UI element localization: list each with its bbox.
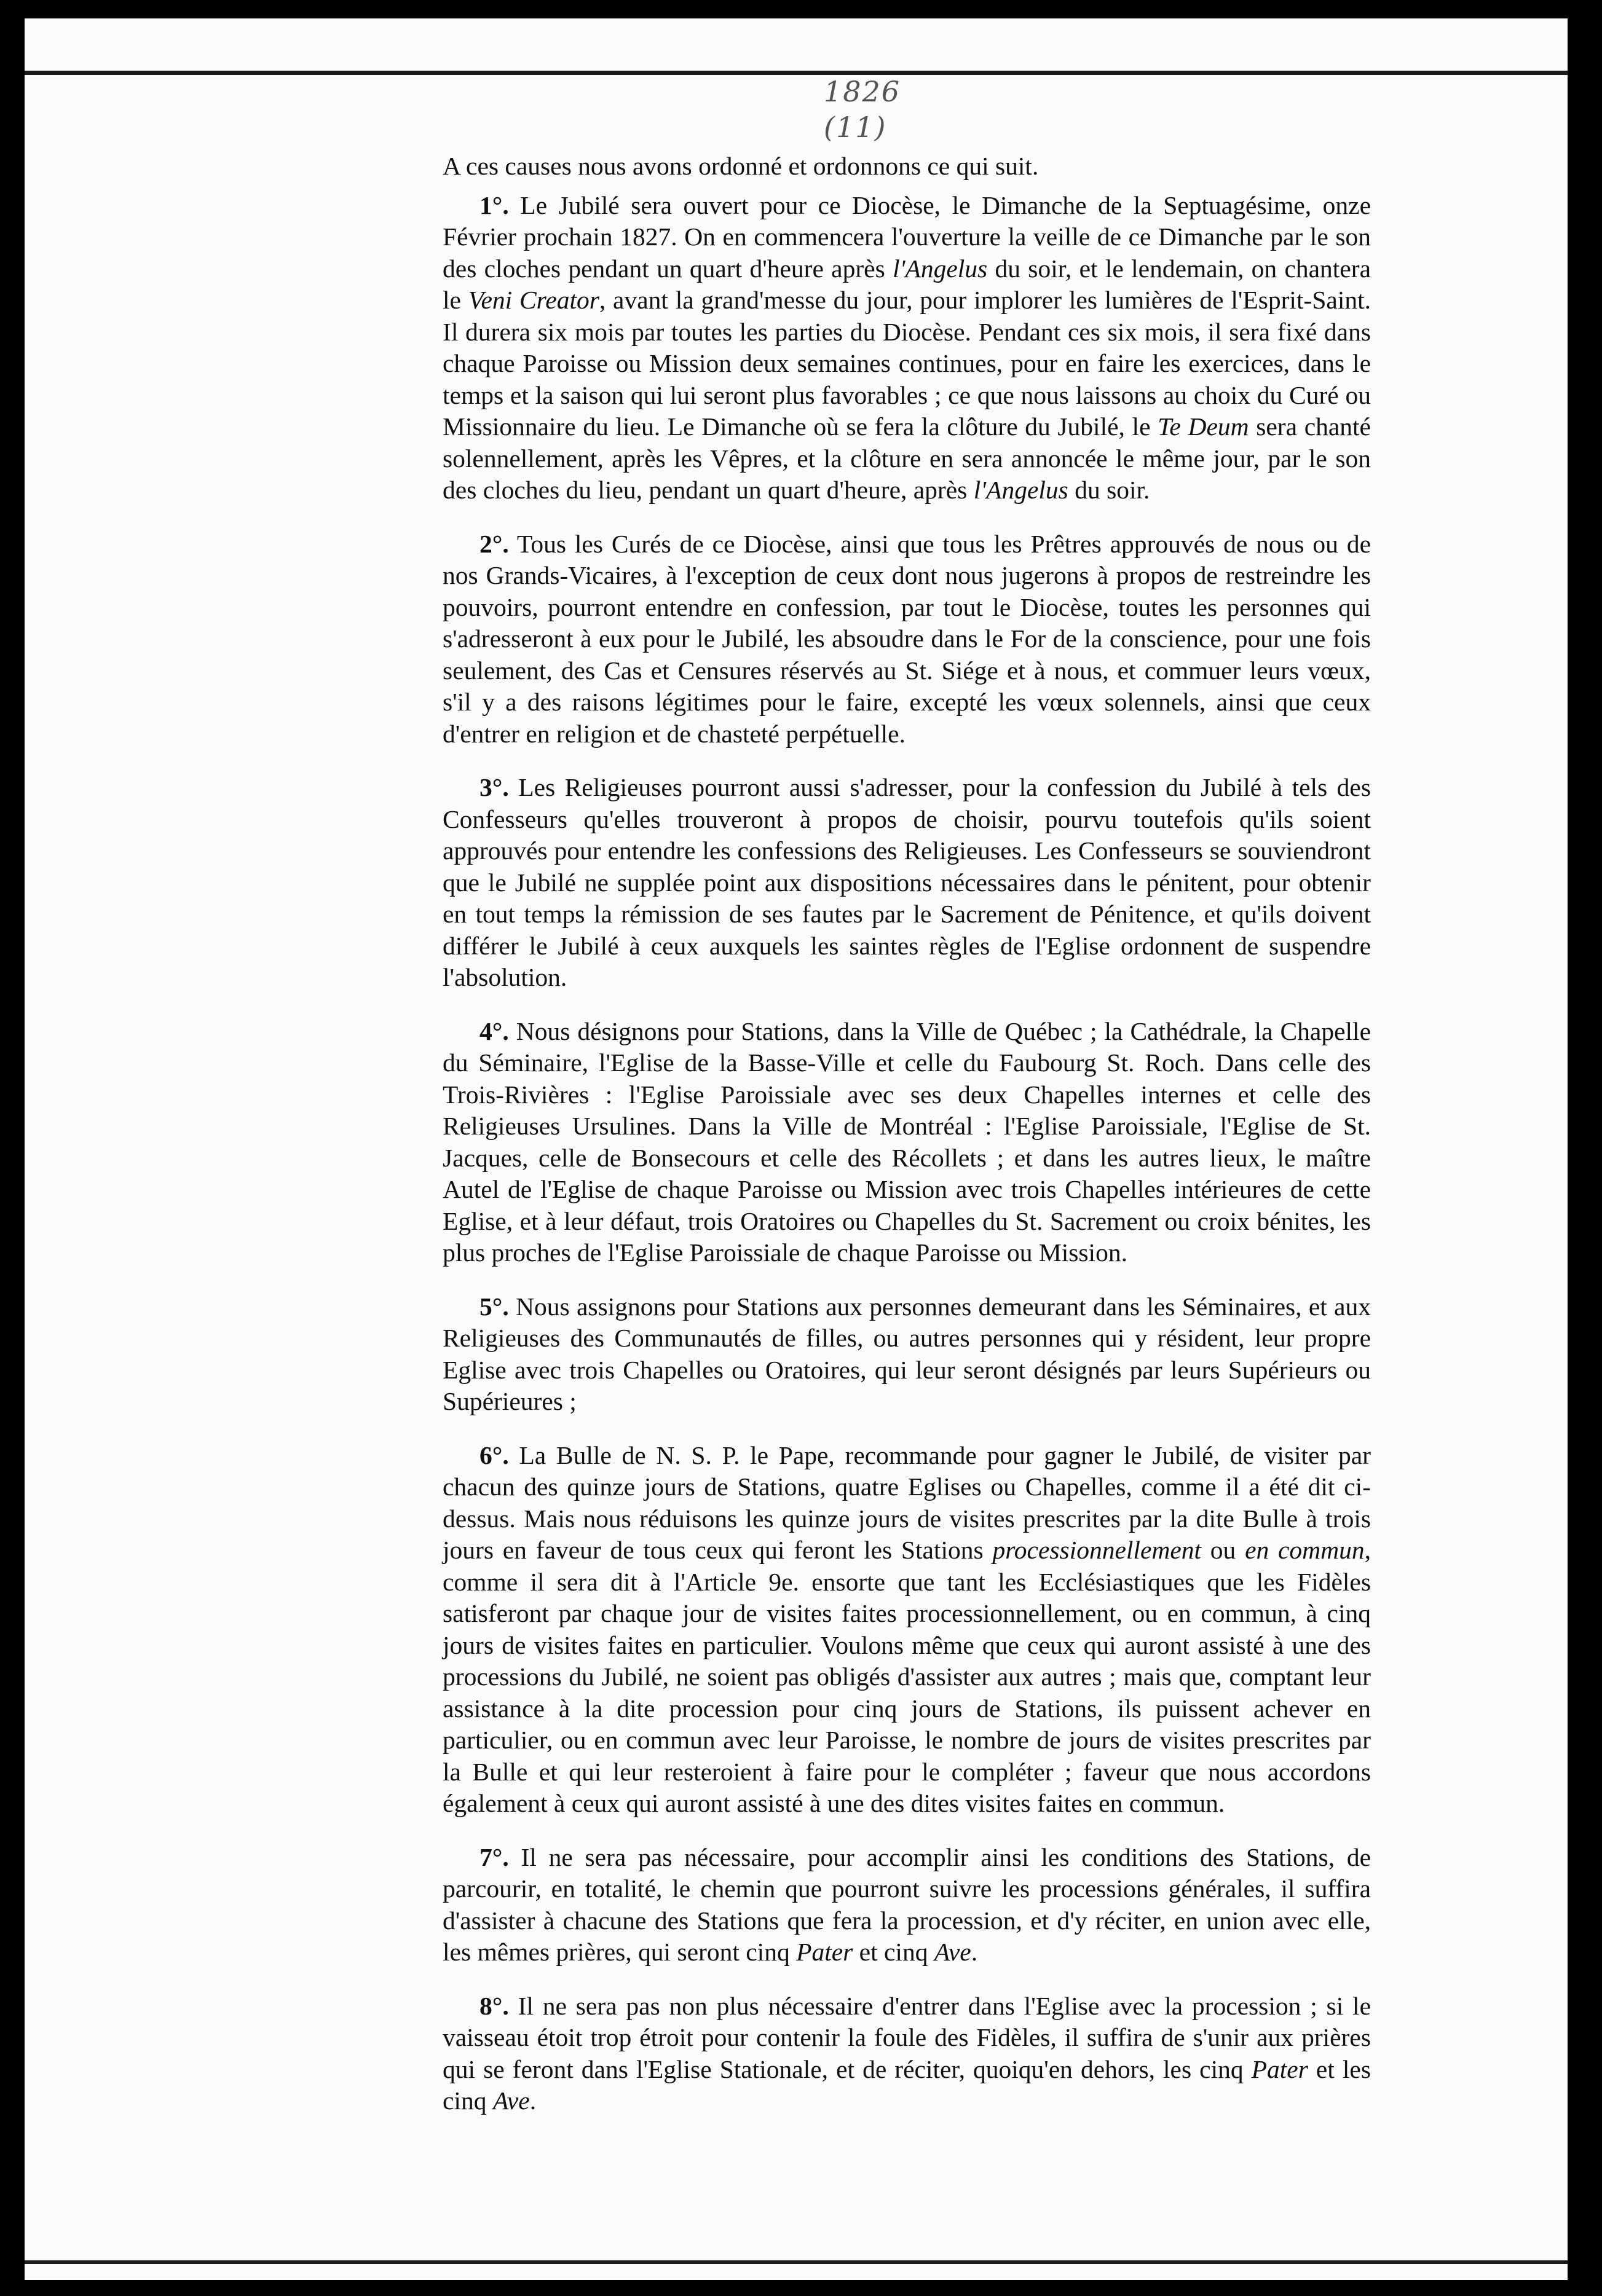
article-text: Le Jubilé sera ouvert pour ce Diocèse, le Dimanche de la Septuagésime, onze Février prochain 1827. On en commencera l'ouverture la veille de ce Dimanche par le son des cloches pendant un quart d'heure après [443, 191, 1371, 283]
article-4 [443, 1016, 1371, 1269]
italic-term: en commun [1245, 1536, 1365, 1564]
article-number: 4°. [479, 1016, 509, 1045]
article-text: ou [1201, 1536, 1245, 1564]
article-text: sera chanté solennellement, après les Vêpres, et la clôture en sera annoncée le même jour, par le son des cloches du lieu, pendant un quart d'heure, après [443, 412, 1371, 504]
article-number: 8°. [479, 1991, 509, 2020]
italic-term: l'Angelus [973, 476, 1068, 504]
article-7 [443, 1842, 1371, 1968]
article-text: Nous désignons pour Stations, dans la Ville de Québec ; la Cathédrale, la Chapelle du Séminaire, l'Eglise de la Basse-Ville et celle du Faubourg St. Roch. Dans celle des Trois-Rivières : l'Eglise Paroissiale avec ses deux Chapelles internes et celle des Religieuses Ursulines. Dans la Ville de Montréal : l'Eglise Paroissiale, l'Eglise de St. Jacques, celle de Bonsecours et celle des Récollets ; et dans les autres lieux, le maître Autel de l'Eglise de chaque Paroisse ou Mission avec trois Chapelles intérieures de cette Eglise, et à leur défaut, trois Oratoires ou Chapelles du St. Sacrement ou croix bénites, les plus proches de l'Eglise Paroissiale de chaque Paroisse ou Mission. [443, 1016, 1371, 1267]
article-text: du soir. [1068, 476, 1150, 504]
article-list [443, 190, 1371, 2117]
document-body [443, 151, 1371, 2139]
italic-term: l'Angelus [893, 254, 988, 283]
article-text: Nous assignons pour Stations aux personnes demeurant dans les Séminaires, et aux Religieuses des Communautés de filles, ou autres personnes qui y résident, leur propre Eglise avec trois Chapelles ou Oratoires, qui leur seront désignés par leurs Supérieurs ou Supérieures ; [443, 1292, 1371, 1415]
italic-term: processionnellement [992, 1536, 1202, 1564]
italic-term: Pater [796, 1938, 853, 1966]
article-5 [443, 1291, 1371, 1418]
article-text: . [971, 1938, 978, 1966]
article-text: et les cinq [443, 2054, 1371, 2115]
article-text: La Bulle de N. S. P. le Pape, recommande pour gagner le Jubilé, de visiter par chacun des quinze jours de Stations, quatre Eglises ou Chapelles, comme il a été dit ci-dessus. Mais nous réduisons les quinze jours de visites prescrites par la dite Bulle à trois jours en faveur de tous ceux qui feront les Stations [443, 1441, 1371, 1564]
article-8 [443, 1991, 1371, 2117]
scan-border-top [25, 71, 1568, 75]
article-text: Il ne sera pas nécessaire, pour accomplir ainsi les conditions des Stations, de parcourir, en totalité, le chemin que pourront suivre les processions générales, il suffira d'assister à chacune des Stations que fera la procession, et d'y réciter, en union avec elle, les mêmes prières, qui seront cinq [443, 1842, 1371, 1966]
article-number: 3°. [479, 773, 509, 801]
article-6 [443, 1440, 1371, 1820]
article-text: , avant la grand'messe du jour, pour implorer les lumières de l'Esprit-Saint. Il durera six mois par toutes les parties du Diocèse. Pendant ces six mois, il sera fixé dans chaque Paroisse ou Mission deux semaines continues, pour en faire les exercices, dans le temps et la saison qui lui seront plus favorables ; ce que nous laissons au choix du Curé ou Missionnaire du lieu. Le Dimanche où se fera la clôture du Jubilé, le [443, 286, 1371, 441]
scan-border-bottom [25, 2260, 1568, 2264]
article-text: Il ne sera pas non plus nécessaire d'entrer dans l'Eglise avec la procession ; si le vaisseau étoit trop étroit pour contenir la foule des Fidèles, il suffira de s'unir aux prières qui se feront dans l'Eglise Stationale, et de réciter, quoiqu'en dehors, les cinq [443, 1991, 1371, 2083]
article-text: . [529, 2086, 537, 2115]
article-text: Les Religieuses pourront aussi s'adresser, pour la confession du Jubilé à tels des Confesseurs qu'elles trouveront à propos de choisir, pourvu toutefois qu'ils soient approuvés pour entendre les confessions des Religieuses. Les Confesseurs se souviendront que le Jubilé ne supplée point aux dispositions nécessaires dans le pénitent, pour obtenir en tout temps la rémission de ses fautes par le Sacrement de Pénitence, et qu'ils doivent différer le Jubilé à ceux auxquels les saintes règles de l'Eglise ordonnent de suspendre l'absolution. [443, 773, 1371, 991]
italic-term: Pater [1251, 2054, 1308, 2083]
article-number: 5°. [479, 1292, 509, 1321]
article-text: du soir, et le lendemain, on chantera le [443, 254, 1371, 314]
article-3 [443, 772, 1371, 994]
italic-term: Ave [492, 2086, 530, 2115]
article-text: Tous les Curés de ce Diocèse, ainsi que tous les Prêtres approuvés de nous ou de nos Grands-Vicaires, à l'exception de ceux dont nous jugerons à propos de restreindre les pouvoirs, pourront entendre en confession, par tout le Diocèse, toutes les personnes qui s'adresseront à eux pour le Jubilé, les absoudre dans le For de la conscience, pour une fois seulement, des Cas et Censures réservés au St. Siége et à nous, et commuer leurs vœux, s'il y a des raisons légitimes pour le faire, excepté les vœux solennels, ainsi que ceux d'entrer en religion et de chasteté perpétuelle. [443, 529, 1371, 748]
article-number: 6°. [479, 1441, 509, 1469]
article-2 [443, 529, 1371, 750]
handwritten-annotation [824, 74, 901, 145]
article-number: 7°. [479, 1842, 509, 1871]
italic-term: Ave [934, 1938, 971, 1966]
article-text: , comme il sera dit à l'Article 9e. ensorte que tant les Ecclésiastiques que les Fidèles satisferont par chaque jour de visites faites processionnellement, ou en commun, à cinq jours de visites faites en particulier. Voulons même que ceux qui auront assisté à une des processions du Jubilé, ne soient pas obligés d'assister aux autres ; mais que, comptant leur assistance à la dite procession pour cinq jours de Stations, ils puissent achever en particulier, ou en commun avec leur Paroisse, le nombre de jours de visites prescrites par la Bulle et qui leur resteroient à faire pour le compléter ; faveur que nous accordons également à ceux qui auront assisté à une des dites visites faites en commun. [443, 1536, 1371, 1817]
article-1 [443, 190, 1371, 506]
intro-line: A ces causes nous avons ordonné et ordonnons ce qui suit. [443, 152, 1039, 180]
italic-term: Te Deum [1158, 412, 1249, 441]
handwritten-folio: (11) [824, 111, 887, 144]
article-text: et cinq [853, 1938, 934, 1966]
italic-term: Veni Creator [468, 286, 599, 314]
handwritten-year: 1826 [824, 75, 901, 108]
article-number: 1°. [479, 191, 509, 219]
article-number: 2°. [479, 529, 509, 558]
